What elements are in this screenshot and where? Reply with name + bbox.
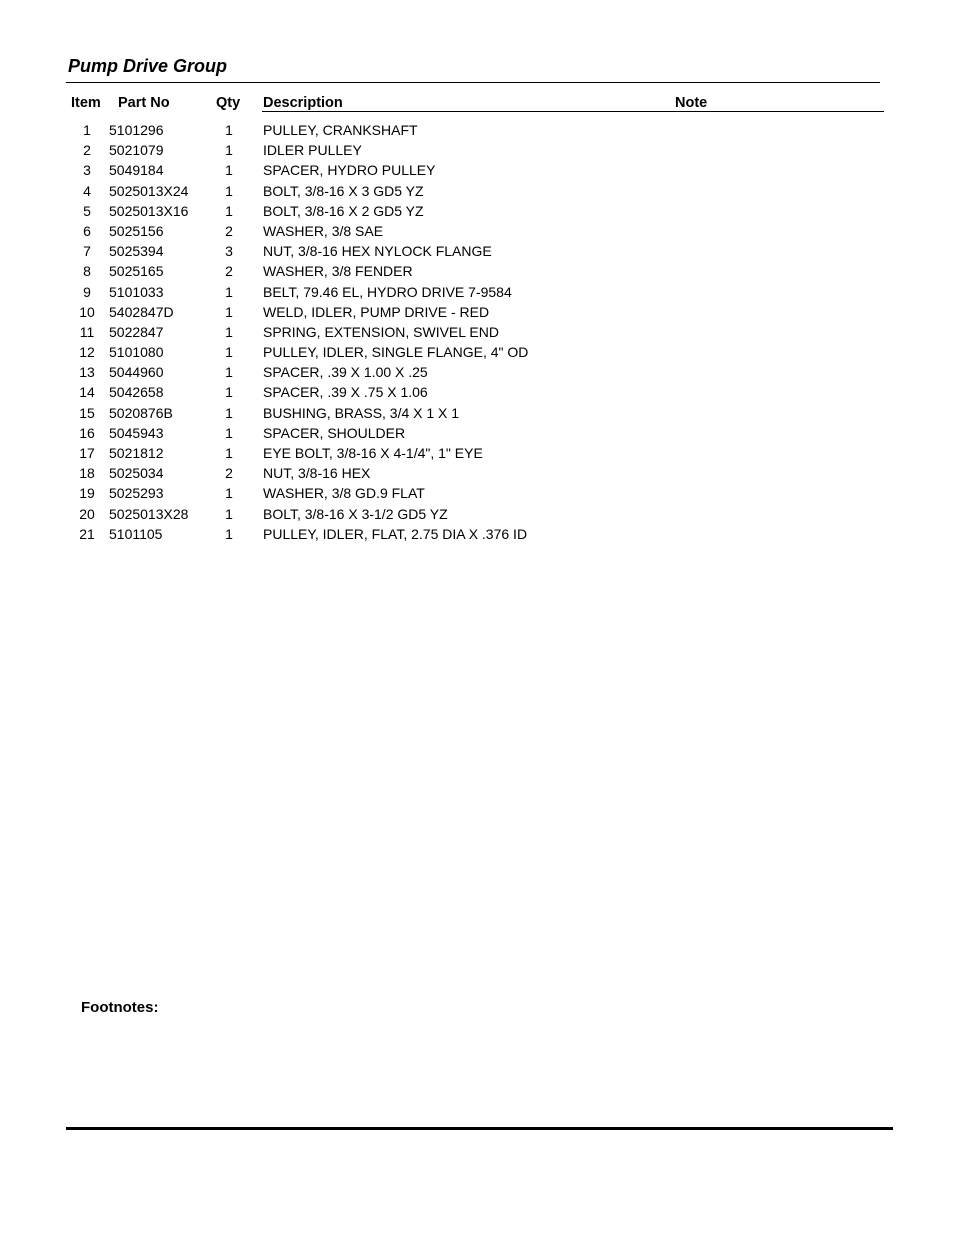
quantity: 1: [225, 344, 233, 361]
quantity: 1: [225, 384, 233, 401]
parts-table-body: [0, 121, 954, 545]
part-number: 5021079: [109, 142, 164, 159]
table-row: [0, 222, 954, 242]
quantity: 3: [225, 243, 233, 260]
quantity: 1: [225, 283, 233, 300]
part-number: 5101105: [109, 525, 163, 542]
item-number: 6: [83, 222, 91, 239]
item-number: 1: [83, 122, 91, 138]
table-row: [0, 404, 954, 424]
title-divider: [66, 82, 880, 83]
table-row: [0, 303, 954, 323]
quantity: 1: [225, 485, 233, 502]
description: PULLEY, CRANKSHAFT: [263, 122, 418, 138]
item-number: 9: [83, 283, 91, 300]
description: IDLER PULLEY: [263, 142, 362, 159]
description: SPACER, HYDRO PULLEY: [263, 162, 436, 179]
part-number: 5025156: [109, 222, 164, 239]
table-row: [0, 182, 954, 202]
part-number: 5101033: [109, 283, 164, 300]
quantity: 1: [225, 505, 233, 522]
part-number: 5025034: [109, 465, 164, 482]
part-number: 5020876B: [109, 404, 173, 421]
quantity: 1: [225, 424, 233, 441]
part-number: 5045943: [109, 424, 164, 441]
quantity: 1: [225, 182, 233, 199]
quantity: 1: [225, 323, 233, 340]
part-number: 5025013X16: [109, 202, 189, 219]
header-description: Description: [263, 95, 343, 111]
quantity: 1: [225, 303, 233, 320]
item-number: 8: [83, 263, 91, 280]
table-row: [0, 464, 954, 484]
item-number: 7: [83, 243, 91, 260]
item-number: 5: [83, 202, 91, 219]
description: BOLT, 3/8-16 X 3-1/2 GD5 YZ: [263, 505, 448, 522]
item-number: 17: [79, 445, 95, 461]
quantity: 1: [225, 525, 233, 542]
header-part-no: Part No: [118, 95, 170, 111]
table-row: [0, 141, 954, 161]
item-number: 20: [79, 505, 95, 522]
quantity: 2: [225, 222, 233, 239]
part-number: 5025013X28: [109, 505, 189, 522]
quantity: 1: [225, 122, 233, 138]
item-number: 16: [79, 424, 95, 441]
header-divider: [262, 111, 884, 112]
item-number: 12: [79, 344, 95, 361]
table-row: [0, 383, 954, 403]
description: SPACER, .39 X 1.00 X .25: [263, 364, 428, 381]
description: WELD, IDLER, PUMP DRIVE - RED: [263, 303, 490, 320]
header-qty: Qty: [216, 95, 241, 111]
description: SPACER, SHOULDER: [263, 424, 406, 441]
description: NUT, 3/8-16 HEX NYLOCK FLANGE: [263, 243, 492, 260]
description: PULLEY, IDLER, SINGLE FLANGE, 4" OD: [263, 344, 529, 361]
item-number: 11: [79, 323, 95, 340]
table-row: [0, 505, 954, 525]
description: BUSHING, BRASS, 3/4 X 1 X 1: [263, 404, 460, 421]
quantity: 2: [225, 263, 233, 280]
header-item: Item: [71, 95, 101, 111]
description: WASHER, 3/8 GD.9 FLAT: [263, 485, 425, 502]
table-row: [0, 525, 954, 545]
table-row: [0, 444, 954, 464]
table-row: [0, 484, 954, 504]
description: EYE BOLT, 3/8-16 X 4-1/4", 1" EYE: [263, 445, 483, 461]
quantity: 1: [225, 404, 233, 421]
item-number: 4: [83, 182, 91, 199]
description: SPRING, EXTENSION, SWIVEL END: [263, 323, 499, 340]
description: NUT, 3/8-16 HEX: [263, 465, 371, 482]
description: SPACER, .39 X .75 X 1.06: [263, 384, 428, 401]
table-row: [0, 262, 954, 282]
part-number: 5025013X24: [109, 182, 189, 199]
item-number: 19: [79, 485, 95, 502]
part-number: 5101080: [109, 344, 164, 361]
quantity: 2: [225, 465, 233, 482]
item-number: 10: [79, 303, 95, 320]
table-row: [0, 363, 954, 383]
table-row: [0, 424, 954, 444]
item-number: 15: [79, 404, 95, 421]
item-number: 3: [83, 162, 91, 179]
part-number: 5022847: [109, 323, 164, 340]
table-row: [0, 323, 954, 343]
table-row: [0, 343, 954, 363]
bottom-divider: [66, 1127, 893, 1130]
quantity: 1: [225, 364, 233, 381]
header-note: Note: [675, 95, 708, 111]
description: BOLT, 3/8-16 X 2 GD5 YZ: [263, 202, 424, 219]
quantity: 1: [225, 162, 233, 179]
footnotes-label: Footnotes:: [81, 999, 159, 1016]
table-row: [0, 121, 954, 141]
item-number: 18: [79, 465, 95, 482]
quantity: 1: [225, 445, 233, 461]
part-number: 5025394: [109, 243, 164, 260]
description: WASHER, 3/8 FENDER: [263, 263, 413, 280]
description: PULLEY, IDLER, FLAT, 2.75 DIA X .376 ID: [263, 525, 528, 542]
item-number: 2: [83, 142, 91, 159]
part-number: 5044960: [109, 364, 164, 381]
item-number: 13: [79, 364, 95, 381]
table-row: [0, 283, 954, 303]
quantity: 1: [225, 142, 233, 159]
page-title: Pump Drive Group: [68, 56, 228, 76]
item-number: 14: [79, 384, 95, 401]
part-number: 5042658: [109, 384, 164, 401]
part-number: 5021812: [109, 445, 164, 461]
table-row: [0, 161, 954, 181]
part-number: 5049184: [109, 162, 164, 179]
part-number: 5402847D: [109, 303, 174, 320]
part-number: 5101296: [109, 122, 164, 138]
table-row: [0, 202, 954, 222]
part-number: 5025293: [109, 485, 164, 502]
item-number: 21: [79, 525, 95, 542]
description: WASHER, 3/8 SAE: [263, 222, 384, 239]
description: BELT, 79.46 EL, HYDRO DRIVE 7-9584: [263, 283, 512, 300]
table-row: [0, 242, 954, 262]
part-number: 5025165: [109, 263, 164, 280]
quantity: 1: [225, 202, 233, 219]
description: BOLT, 3/8-16 X 3 GD5 YZ: [263, 182, 424, 199]
